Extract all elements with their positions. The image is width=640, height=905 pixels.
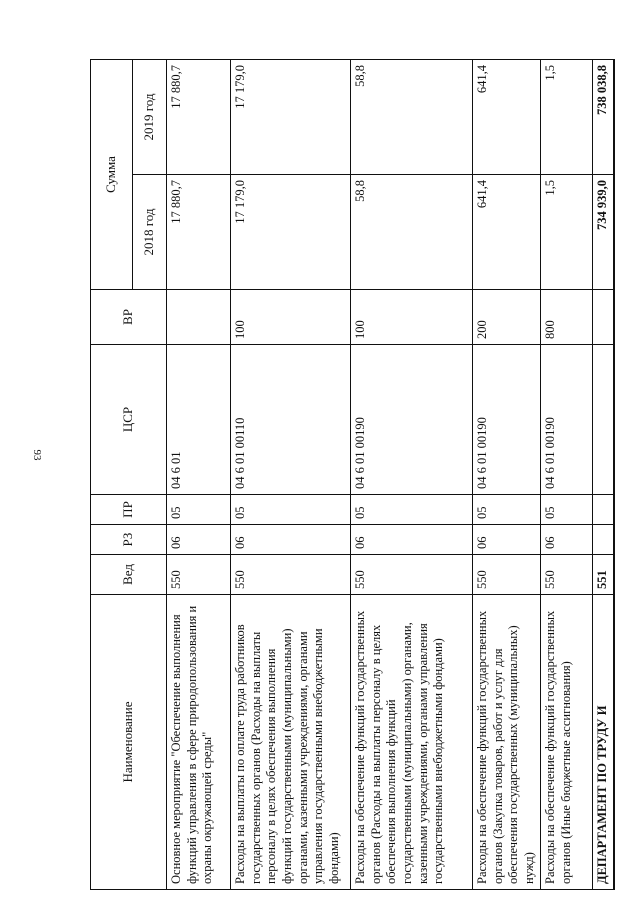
- header-name: Наименование: [91, 595, 167, 890]
- row-2019: 17 179,0: [231, 60, 351, 175]
- row-rz: 06: [473, 525, 541, 555]
- row-ved: 550: [351, 555, 473, 595]
- row-rz: 06: [541, 525, 593, 555]
- row-2018: 641,4: [473, 175, 541, 290]
- row-name: Расходы на выплаты по оплате труда работников государственных органов (Расходы на выплаты персоналу в целях обеспечения выполнения функций государственными (муниципальными) органами, казенными учреждениями, органами управления государственными внебюджетными фондами): [231, 595, 351, 890]
- row-pr: 05: [541, 495, 593, 525]
- row-vr: 200: [473, 290, 541, 345]
- rotated-table-container: [90, 60, 609, 890]
- row-ved: 550: [231, 555, 351, 595]
- row-pr: 05: [473, 495, 541, 525]
- row-2018: 1,5: [541, 175, 593, 290]
- table-row: [473, 60, 541, 890]
- row-2019: 17 880,7: [167, 60, 231, 175]
- header-pr: ПР: [91, 495, 167, 525]
- header-vr: ВР: [91, 290, 167, 345]
- table-row: [541, 60, 593, 890]
- row-rz: 06: [167, 525, 231, 555]
- row-pr: 05: [231, 495, 351, 525]
- header-sum: Сумма: [91, 60, 133, 290]
- total-row: [593, 60, 614, 890]
- table-row: [351, 60, 473, 890]
- row-csr: 04 6 01 00110: [231, 345, 351, 495]
- row-ved: 550: [541, 555, 593, 595]
- total-2018: 734 939,0: [593, 175, 614, 290]
- row-name: Расходы на обеспечение функций государственных органов (Иные бюджетные ассигнования): [541, 595, 593, 890]
- row-csr: 04 6 01 00190: [541, 345, 593, 495]
- header-rz: РЗ: [91, 525, 167, 555]
- row-csr: 04 6 01 00190: [473, 345, 541, 495]
- row-csr: 04 6 01: [167, 345, 231, 495]
- page-number: 93: [31, 449, 43, 461]
- row-ved: 550: [167, 555, 231, 595]
- row-vr: 100: [351, 290, 473, 345]
- row-name: Расходы на обеспечение функций государственных органов (Расходы на выплаты персоналу в целях обеспечения выполнения функций государственными (муниципальными) органами, казенными учреждениями, органами управления государственными внебюджетными фондами): [351, 595, 473, 890]
- header-ved: Вед: [91, 555, 167, 595]
- total-name: ДЕПАРТАМЕНТ ПО ТРУДУ И: [593, 595, 614, 890]
- row-vr: [167, 290, 231, 345]
- row-csr: 04 6 01 00190: [351, 345, 473, 495]
- header-row-top: [91, 60, 133, 890]
- total-ved: 551: [593, 555, 614, 595]
- row-2018: 17 880,7: [167, 175, 231, 290]
- row-pr: 05: [351, 495, 473, 525]
- total-2019: 738 038,8: [593, 60, 614, 175]
- row-2018: 17 179,0: [231, 175, 351, 290]
- row-2018: 58,8: [351, 175, 473, 290]
- header-2019: 2019 год: [133, 60, 167, 175]
- header-csr: ЦСР: [91, 345, 167, 495]
- row-name: Расходы на обеспечение функций государственных органов (Закупка товаров, работ и услуг для обеспечения государственных (муниципальных) нужд): [473, 595, 541, 890]
- table-row: [231, 60, 351, 890]
- row-vr: 100: [231, 290, 351, 345]
- row-rz: 06: [231, 525, 351, 555]
- header-2018: 2018 год: [133, 175, 167, 290]
- row-ved: 550: [473, 555, 541, 595]
- table-row: [167, 60, 231, 890]
- row-pr: 05: [167, 495, 231, 525]
- budget-table: [90, 59, 615, 890]
- row-name: Основное мероприятие "Обеспечение выполнения функций управления в сфере природопользования и охраны окружающей среды": [167, 595, 231, 890]
- row-2019: 58,8: [351, 60, 473, 175]
- row-vr: 800: [541, 290, 593, 345]
- row-2019: 1,5: [541, 60, 593, 175]
- row-2019: 641,4: [473, 60, 541, 175]
- row-rz: 06: [351, 525, 473, 555]
